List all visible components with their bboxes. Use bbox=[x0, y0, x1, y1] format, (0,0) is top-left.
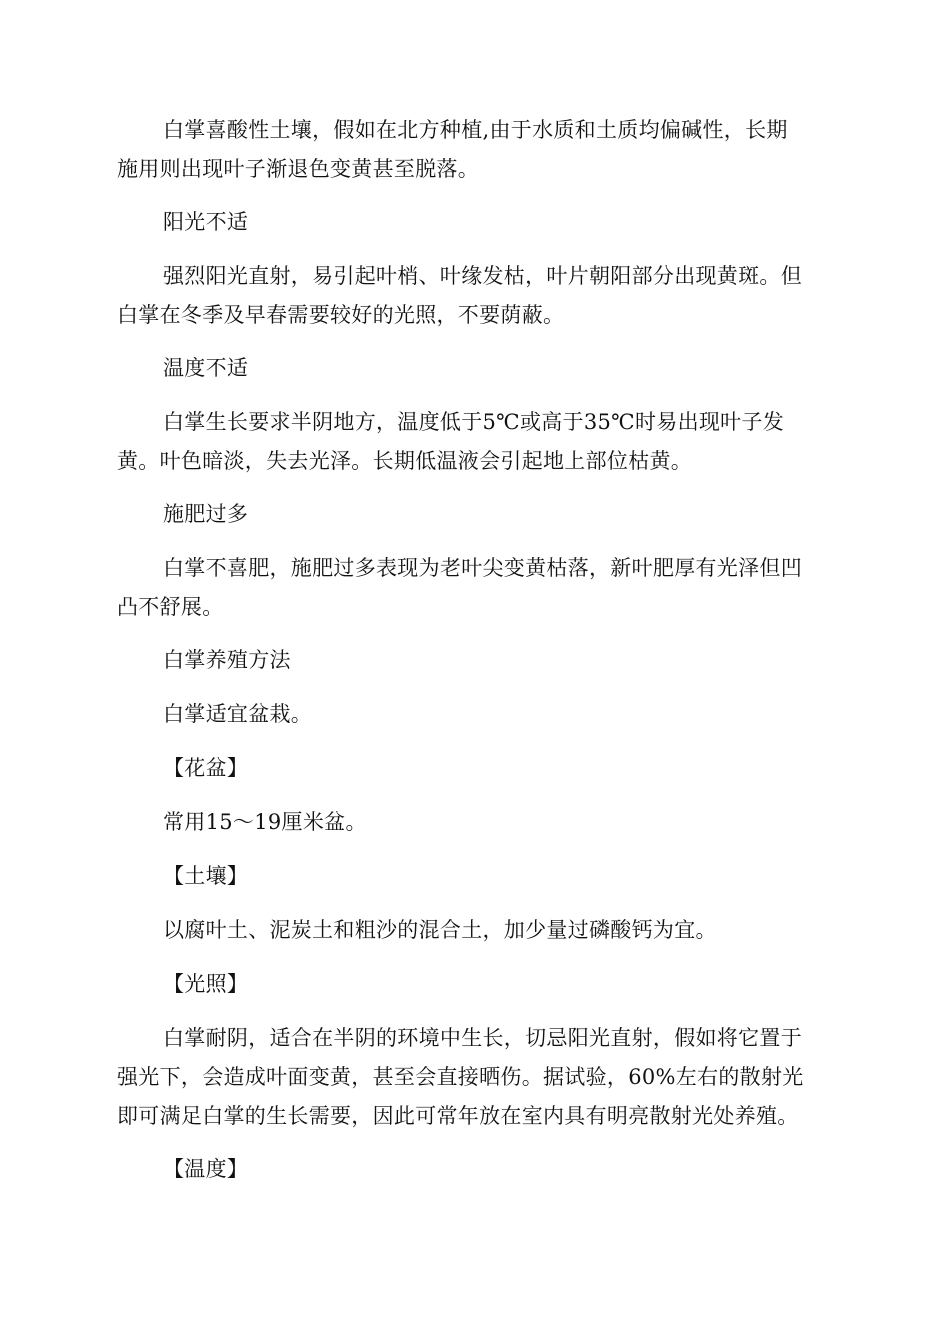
text-line: 白掌耐阴，适合在半阴的环境中生长，切忌阳光直射，假如将它置于 bbox=[163, 1026, 802, 1050]
paragraph-temperature bbox=[117, 403, 835, 481]
text-line: 【光照】 bbox=[163, 972, 249, 996]
heading-pot bbox=[117, 749, 835, 788]
heading-cultivation-methods bbox=[117, 641, 835, 680]
text-line: 白掌养殖方法 bbox=[163, 648, 291, 672]
text-line: 常用15～19厘米盆。 bbox=[163, 810, 367, 834]
text-line: 白掌适宜盆栽。 bbox=[163, 702, 313, 726]
text-line: 【温度】 bbox=[163, 1157, 249, 1181]
text-line: 凸不舒展。 bbox=[117, 595, 224, 619]
text-line: 白掌喜酸性土壤，假如在北方种植,由于水质和土质均偏碱性，长期 bbox=[163, 118, 788, 142]
text-line: 施用则出现叶子渐退色变黄甚至脱落。 bbox=[117, 157, 480, 181]
text-line: 温度不适 bbox=[163, 356, 249, 380]
text-line: 【土壤】 bbox=[163, 864, 249, 888]
paragraph-potted bbox=[117, 695, 835, 734]
text-line: 以腐叶土、泥炭土和粗沙的混合土，加少量过磷酸钙为宜。 bbox=[163, 918, 717, 942]
heading-soil bbox=[117, 857, 835, 896]
text-line: 即可满足白掌的生长需要，因此可常年放在室内具有明亮散射光处养殖。 bbox=[117, 1104, 799, 1128]
text-line: 阳光不适 bbox=[163, 210, 249, 234]
heading-temperature bbox=[117, 1150, 835, 1189]
paragraph-pot-size bbox=[117, 803, 835, 842]
paragraph-soil-acidity bbox=[117, 111, 835, 189]
text-line: 【花盆】 bbox=[163, 756, 249, 780]
text-line: 黄。叶色暗淡，失去光泽。长期低温液会引起地上部位枯黄。 bbox=[117, 449, 693, 473]
paragraph-soil-mix bbox=[117, 911, 835, 950]
heading-sunlight-unsuitable bbox=[117, 203, 835, 242]
text-line: 白掌不喜肥，施肥过多表现为老叶尖变黄枯落，新叶肥厚有光泽但凹 bbox=[163, 556, 802, 580]
text-line: 白掌在冬季及早春需要较好的光照，不要荫蔽。 bbox=[117, 303, 565, 327]
paragraph-sunlight bbox=[117, 257, 835, 335]
text-line: 施肥过多 bbox=[163, 502, 249, 526]
paragraph-light bbox=[117, 1019, 835, 1136]
heading-light bbox=[117, 965, 835, 1004]
text-line: 强烈阳光直射，易引起叶梢、叶缘发枯，叶片朝阳部分出现黄斑。但 bbox=[163, 264, 802, 288]
heading-overfertilization bbox=[117, 495, 835, 534]
text-line: 白掌生长要求半阴地方，温度低于5℃或高于35℃时易出现叶子发 bbox=[163, 410, 785, 434]
heading-temperature-unsuitable bbox=[117, 349, 835, 388]
paragraph-fertilizer bbox=[117, 549, 835, 627]
text-line: 强光下，会造成叶面变黄，甚至会直接晒伤。据试验，60%左右的散射光 bbox=[117, 1065, 804, 1089]
